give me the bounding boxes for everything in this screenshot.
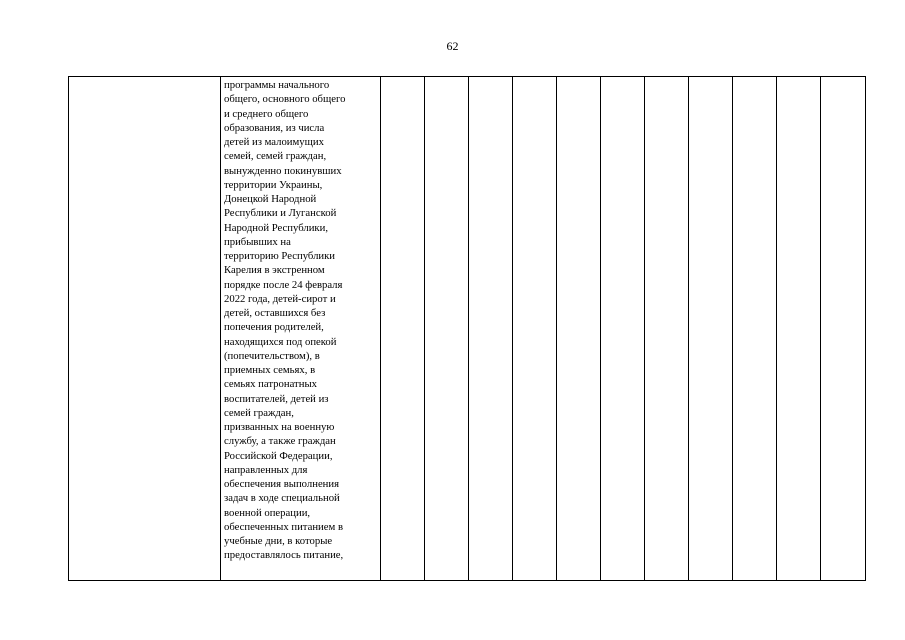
table-cell-empty [513, 77, 557, 581]
table-cell-empty [777, 77, 821, 581]
text-line: обеспечения выполнения [224, 478, 340, 490]
table-cell-empty [821, 77, 866, 581]
text-line: приемных семьях, в [224, 364, 316, 376]
text-line: территории Украины, [224, 178, 323, 191]
text-line: Республики и Луганской [224, 207, 337, 220]
text-line: Донецкой Народной [224, 193, 317, 205]
text-line: семей, семей граждан, [224, 150, 327, 163]
text-line: семей граждан, [224, 406, 294, 419]
table-cell-number [69, 77, 221, 581]
text-line: вынужденно покинувших [224, 164, 342, 177]
table-cell-empty [601, 77, 645, 581]
text-line: территорию Республики [224, 250, 336, 262]
text-line: попечения родителей, [224, 321, 324, 334]
text-line: (попечительством), в [224, 349, 320, 362]
table-cell-empty [425, 77, 469, 581]
text-line: порядке после 24 февраля [224, 278, 343, 291]
table-cell-empty [469, 77, 513, 581]
text-line: службу, а также граждан [224, 435, 336, 448]
table-cell-empty [381, 77, 425, 581]
text-line: Российской Федерации, [224, 449, 333, 462]
text-line: предоставлялось питание, [224, 549, 344, 562]
text-line: находящихся под опекой [224, 335, 337, 348]
text-line: военной операции, [224, 506, 311, 519]
table-cell-empty [733, 77, 777, 581]
text-line: призванных на военную [224, 421, 335, 433]
page-number: 62 [446, 39, 459, 53]
description-text [224, 78, 380, 563]
text-line: Карелия в экстренном [224, 264, 325, 277]
text-line: задач в ходе специальной [224, 492, 340, 505]
text-line: и среднего общего [224, 107, 309, 120]
data-table [68, 76, 866, 581]
table-cell-empty [557, 77, 601, 581]
text-line: детей, оставшихся без [224, 307, 326, 319]
table-cell-empty [645, 77, 689, 581]
text-line: направленных для [224, 463, 308, 476]
text-line: 2022 года, детей-сирот и [224, 292, 336, 305]
text-line: обеспеченных питанием в [224, 520, 343, 533]
text-line: воспитателей, детей из [224, 392, 329, 405]
text-line: образования, из числа [224, 121, 325, 134]
table-cell-empty [689, 77, 733, 581]
text-line: прибывших на [224, 235, 291, 248]
text-line: семьях патронатных [224, 378, 317, 391]
text-line: общего, основного общего [224, 93, 346, 106]
text-line: программы начального [224, 79, 330, 91]
text-line: детей из малоимущих [224, 136, 324, 148]
table-row [69, 77, 866, 581]
text-line: учебные дни, в которые [224, 535, 333, 547]
table-cell-description [221, 77, 381, 581]
text-line: Народной Республики, [224, 221, 329, 234]
